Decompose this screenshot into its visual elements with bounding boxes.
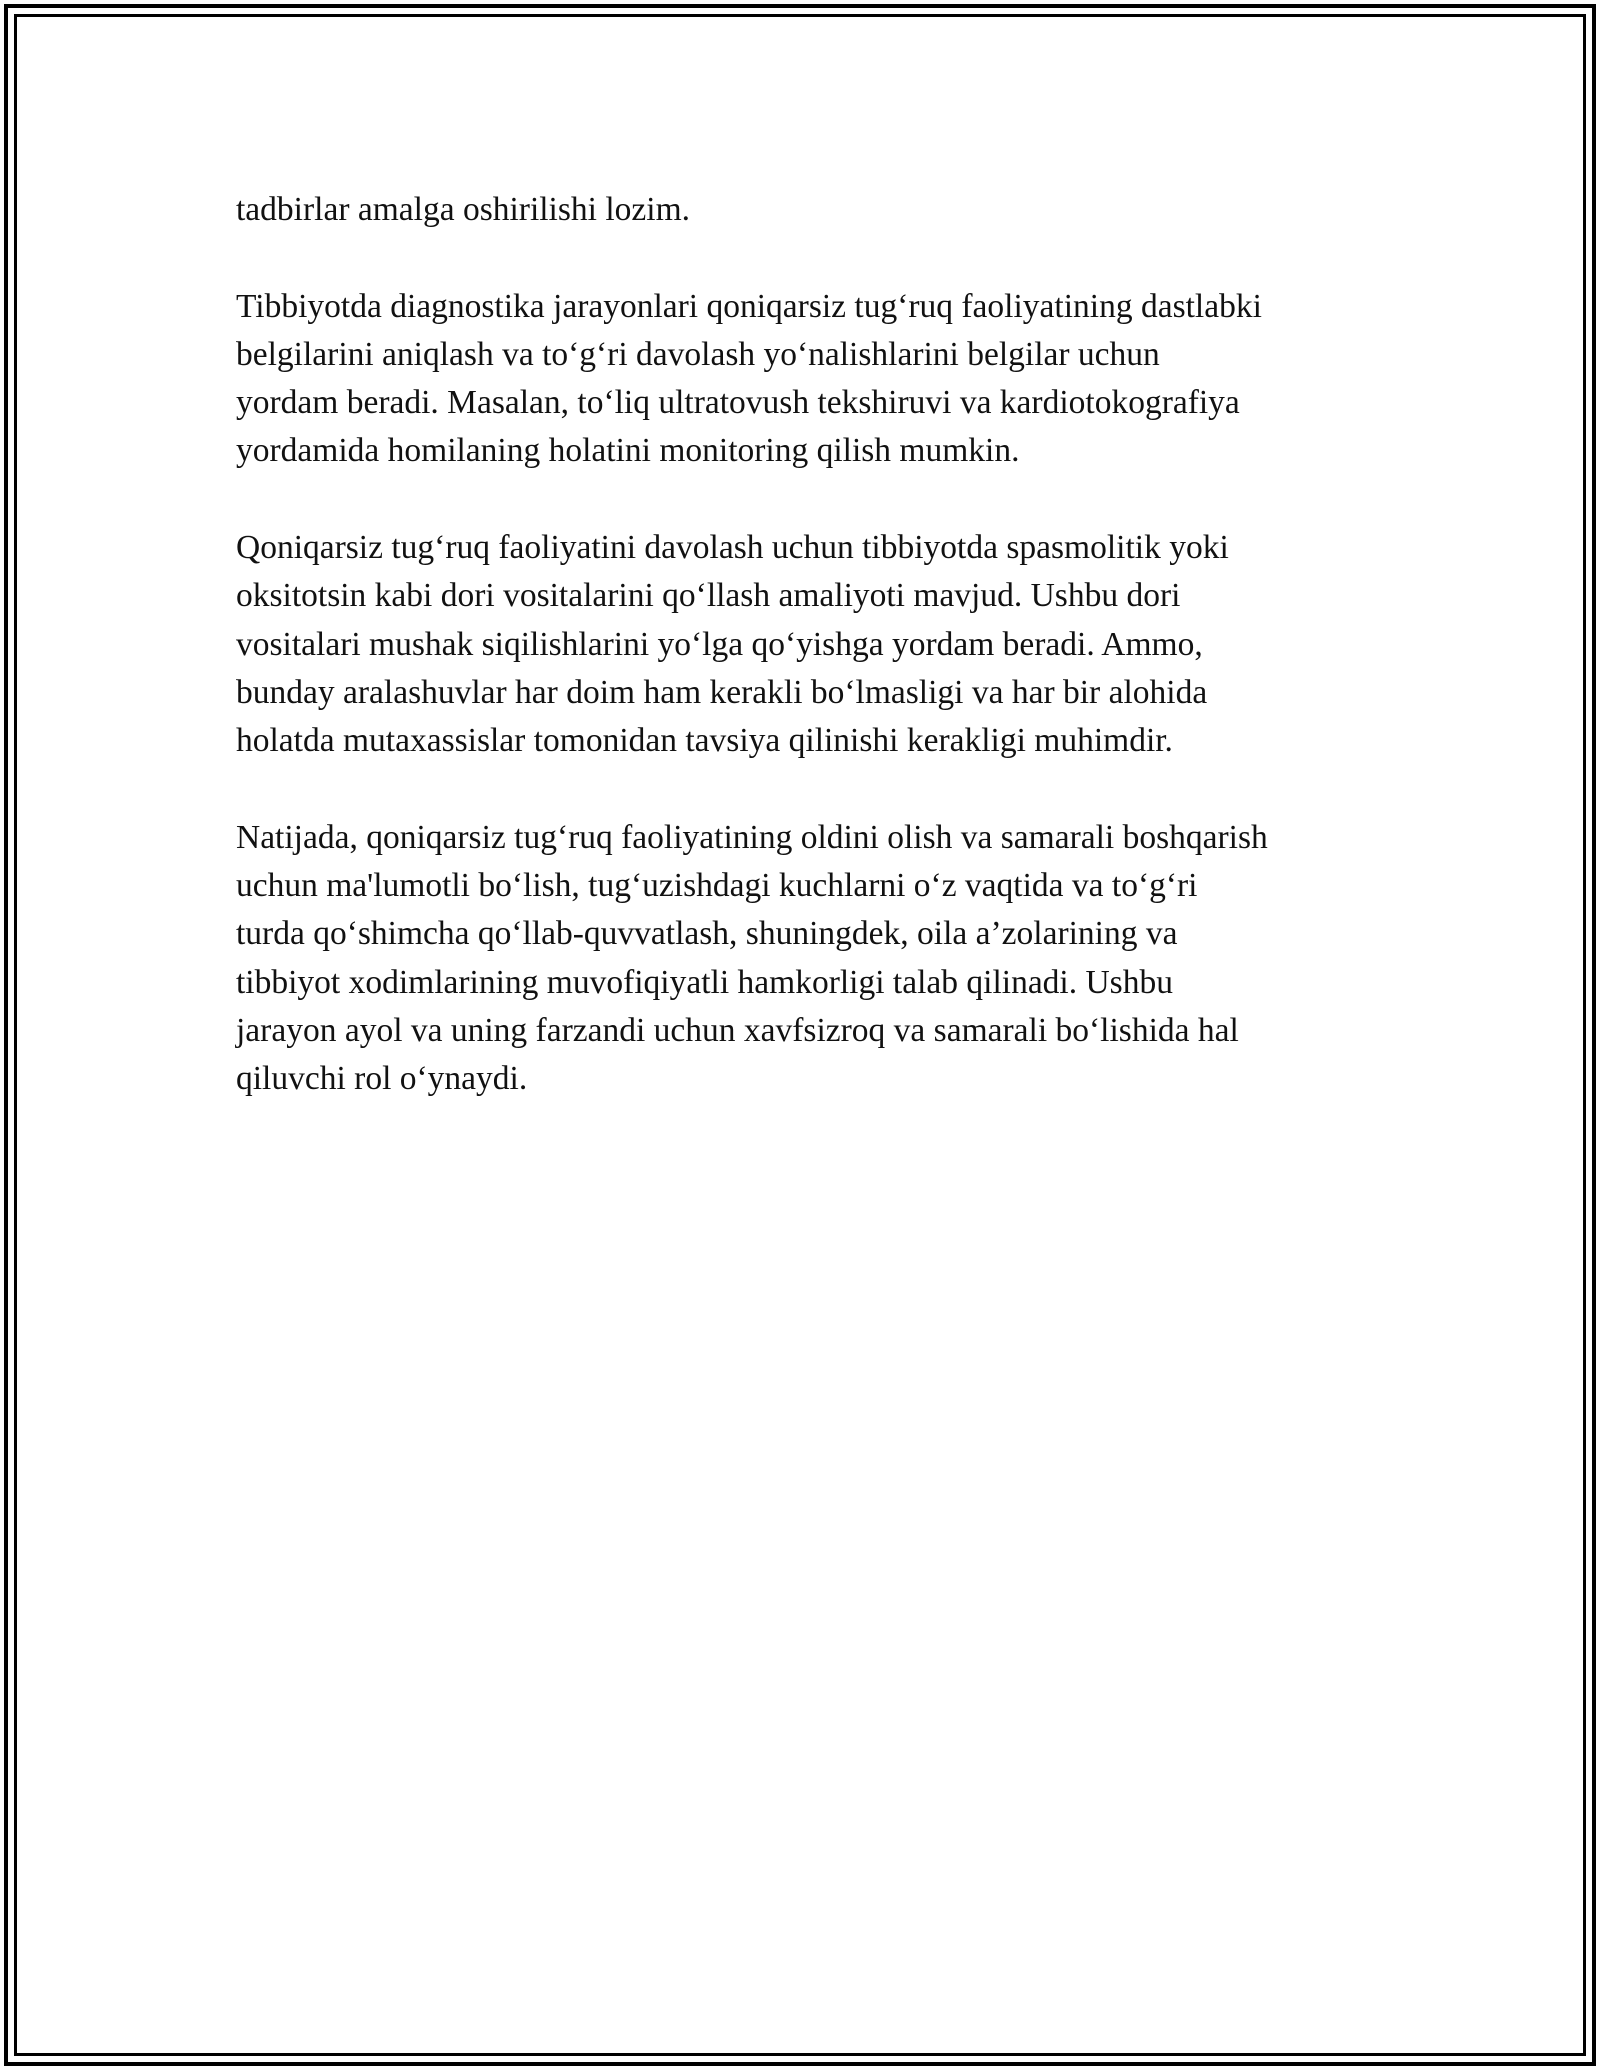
text-line: vositalari mushak siqilishlarini yo‘lga qo‘yishga yordam beradi. Ammo, <box>236 625 1203 663</box>
text-line: oksitotsin kabi dori vositalarini qo‘llash amaliyoti mavjud. Ushbu dori <box>236 577 1181 615</box>
paragraph-4 <box>236 814 1386 1104</box>
text-line: tadbirlar amalga oshirilishi lozim. <box>236 191 691 228</box>
text-line: yordamida homilaning holatini monitoring qilish mumkin. <box>236 432 1020 470</box>
paragraph-1 <box>236 186 1386 234</box>
text-line: bunday aralashuvlar har doim ham kerakli bo‘lmasligi va har bir alohida <box>236 673 1208 711</box>
paragraph-2 <box>236 283 1386 476</box>
text-line: turda qo‘shimcha qo‘llab-quvvatlash, shuningdek, oila a’zolarining va <box>236 915 1178 953</box>
document-body <box>236 186 1386 1104</box>
text-line: belgilarini aniqlash va to‘g‘ri davolash yo‘nalishlarini belgilar uchun <box>236 335 1160 373</box>
text-line: uchun ma'lumotli bo‘lish, tug‘uzishdagi kuchlarni o‘z vaqtida va to‘g‘ri <box>236 867 1198 905</box>
text-line: jarayon ayol va uning farzandi uchun xavfsizroq va samarali bo‘lishida hal <box>236 1012 1239 1050</box>
text-line: holatda mutaxassislar tomonidan tavsiya qilinishi kerakligi muhimdir. <box>236 722 1173 760</box>
text-line: yordam beradi. Masalan, to‘liq ultratovush tekshiruvi va kardiotokografiya <box>236 384 1240 422</box>
text-line: tibbiyot xodimlarining muvofiqiyatli hamkorligi talab qilinadi. Ushbu <box>236 963 1173 1001</box>
text-line: qiluvchi rol o‘ynaydi. <box>236 1060 528 1098</box>
text-line: Natijada, qoniqarsiz tug‘ruq faoliyatining oldini olish va samarali boshqarish <box>236 818 1268 856</box>
text-line: Qoniqarsiz tug‘ruq faoliyatini davolash uchun tibbiyotda spasmolitik yoki <box>236 529 1229 567</box>
paragraph-3 <box>236 524 1386 765</box>
text-line: Tibbiyotda diagnostika jarayonlari qoniqarsiz tug‘ruq faoliyatining dastlabki <box>236 287 1262 325</box>
